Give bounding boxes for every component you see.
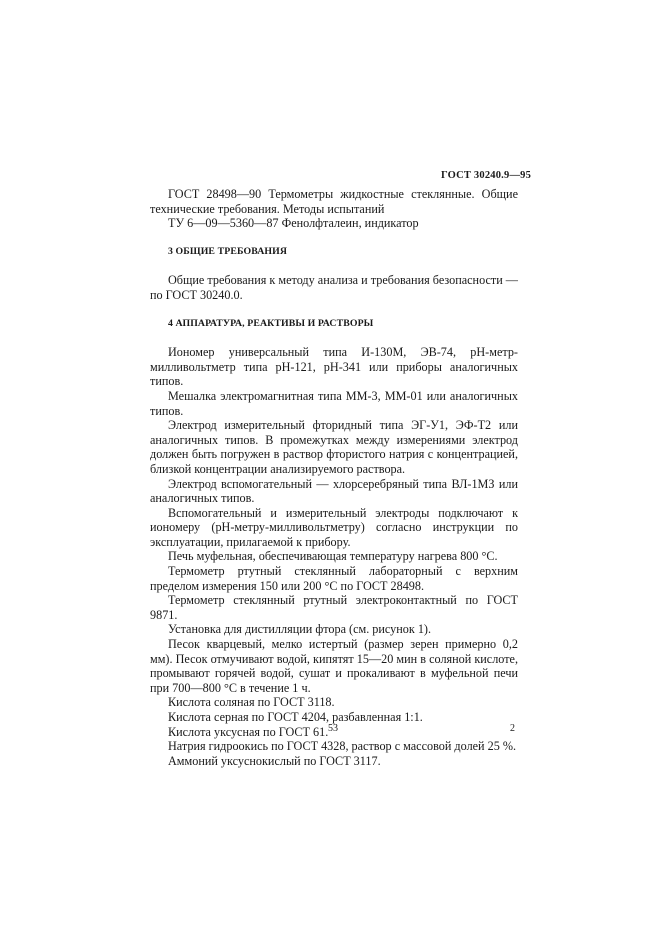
item-ammonium-acetate: Аммоний уксуснокислый по ГОСТ 3117. <box>168 753 381 768</box>
document-body <box>150 187 518 768</box>
item-stirrer: Мешалка электромагнитная типа ММ-3, ММ-01 или аналогичных типов. <box>150 388 518 418</box>
item-quartz-sand: Песок кварцевый, мелко истертый (размер зерен примерно 0,2 мм). Песок отмучивают водой, кипятят 15—20 мин в соляной кислоте, промывают горячей водой, сушат и прокаливают в муфельной печи при 700—800 °С в течение 1 ч. <box>150 637 518 695</box>
item-measuring-electrode: Электрод измерительный фторидный типа ЭГ-У1, ЭФ-Т2 или аналогичных типов. В промежутках между измерениями электрод должен быть погружен в раствор фтористого натрия с концентрацией, близкой концентрации анализируемого раствора. <box>150 418 518 476</box>
item-contact-thermometer: Термометр стеклянный ртутный электроконтактный по ГОСТ 9871. <box>150 593 518 622</box>
item-hydrochloric-acid: Кислота соляная по ГОСТ 3118. <box>168 695 335 710</box>
document-header: ГОСТ 30240.9—95 <box>441 170 532 181</box>
sheet-number: 2 <box>510 723 515 734</box>
item-electrode-connection: Вспомогательный и измерительный электроды подключают к иономеру (рН-метру-милливольтметру) согласно инструкции по эксплуатации, прилагаемой к прибору. <box>150 505 518 549</box>
item-sodium-hydroxide: Натрия гидроокись по ГОСТ 4328, раствор с массовой долей 25 %. <box>168 739 517 754</box>
reference-gost-28498: ГОСТ 28498—90 Термометры жидкостные стеклянные. Общие технические требования. Методы испытаний <box>150 187 518 216</box>
item-acetic-acid: Кислота уксусная по ГОСТ 61. <box>168 724 329 739</box>
item-muffle-furnace: Печь муфельная, обеспечивающая температуру нагрева 800 °С. <box>168 549 498 564</box>
page-number: 53 <box>328 723 338 734</box>
item-mercury-thermometer: Термометр ртутный стеклянный лабораторный с верхним пределом измерения 150 или 200 °С по ГОСТ 28498. <box>150 564 518 593</box>
section-3-title: 3 ОБЩИЕ ТРЕБОВАНИЯ <box>168 245 287 257</box>
item-auxiliary-electrode: Электрод вспомогательный — хлорсеребряный типа ВЛ-1МЗ или аналогичных типов. <box>150 476 518 506</box>
item-sulfuric-acid: Кислота серная по ГОСТ 4204, разбавленная 1:1. <box>168 710 423 724</box>
item-distillation-unit: Установка для дистилляции фтора (см. рисунок 1). <box>168 622 432 637</box>
section-3-text: Общие требования к методу анализа и требования безопасности — по ГОСТ 30240.0. <box>150 273 518 302</box>
section-4-title: 4 АППАРАТУРА, РЕАКТИВЫ И РАСТВОРЫ <box>168 317 374 329</box>
reference-tu-phenolphthalein: ТУ 6—09—5360—87 Фенолфталеин, индикатор <box>168 216 419 231</box>
item-ionomer: Иономер универсальный типа И-130М, ЭВ-74, рН-метр-милливольтметр типа рН-121, рН-341 или приборы аналогичных типов. <box>150 345 518 389</box>
